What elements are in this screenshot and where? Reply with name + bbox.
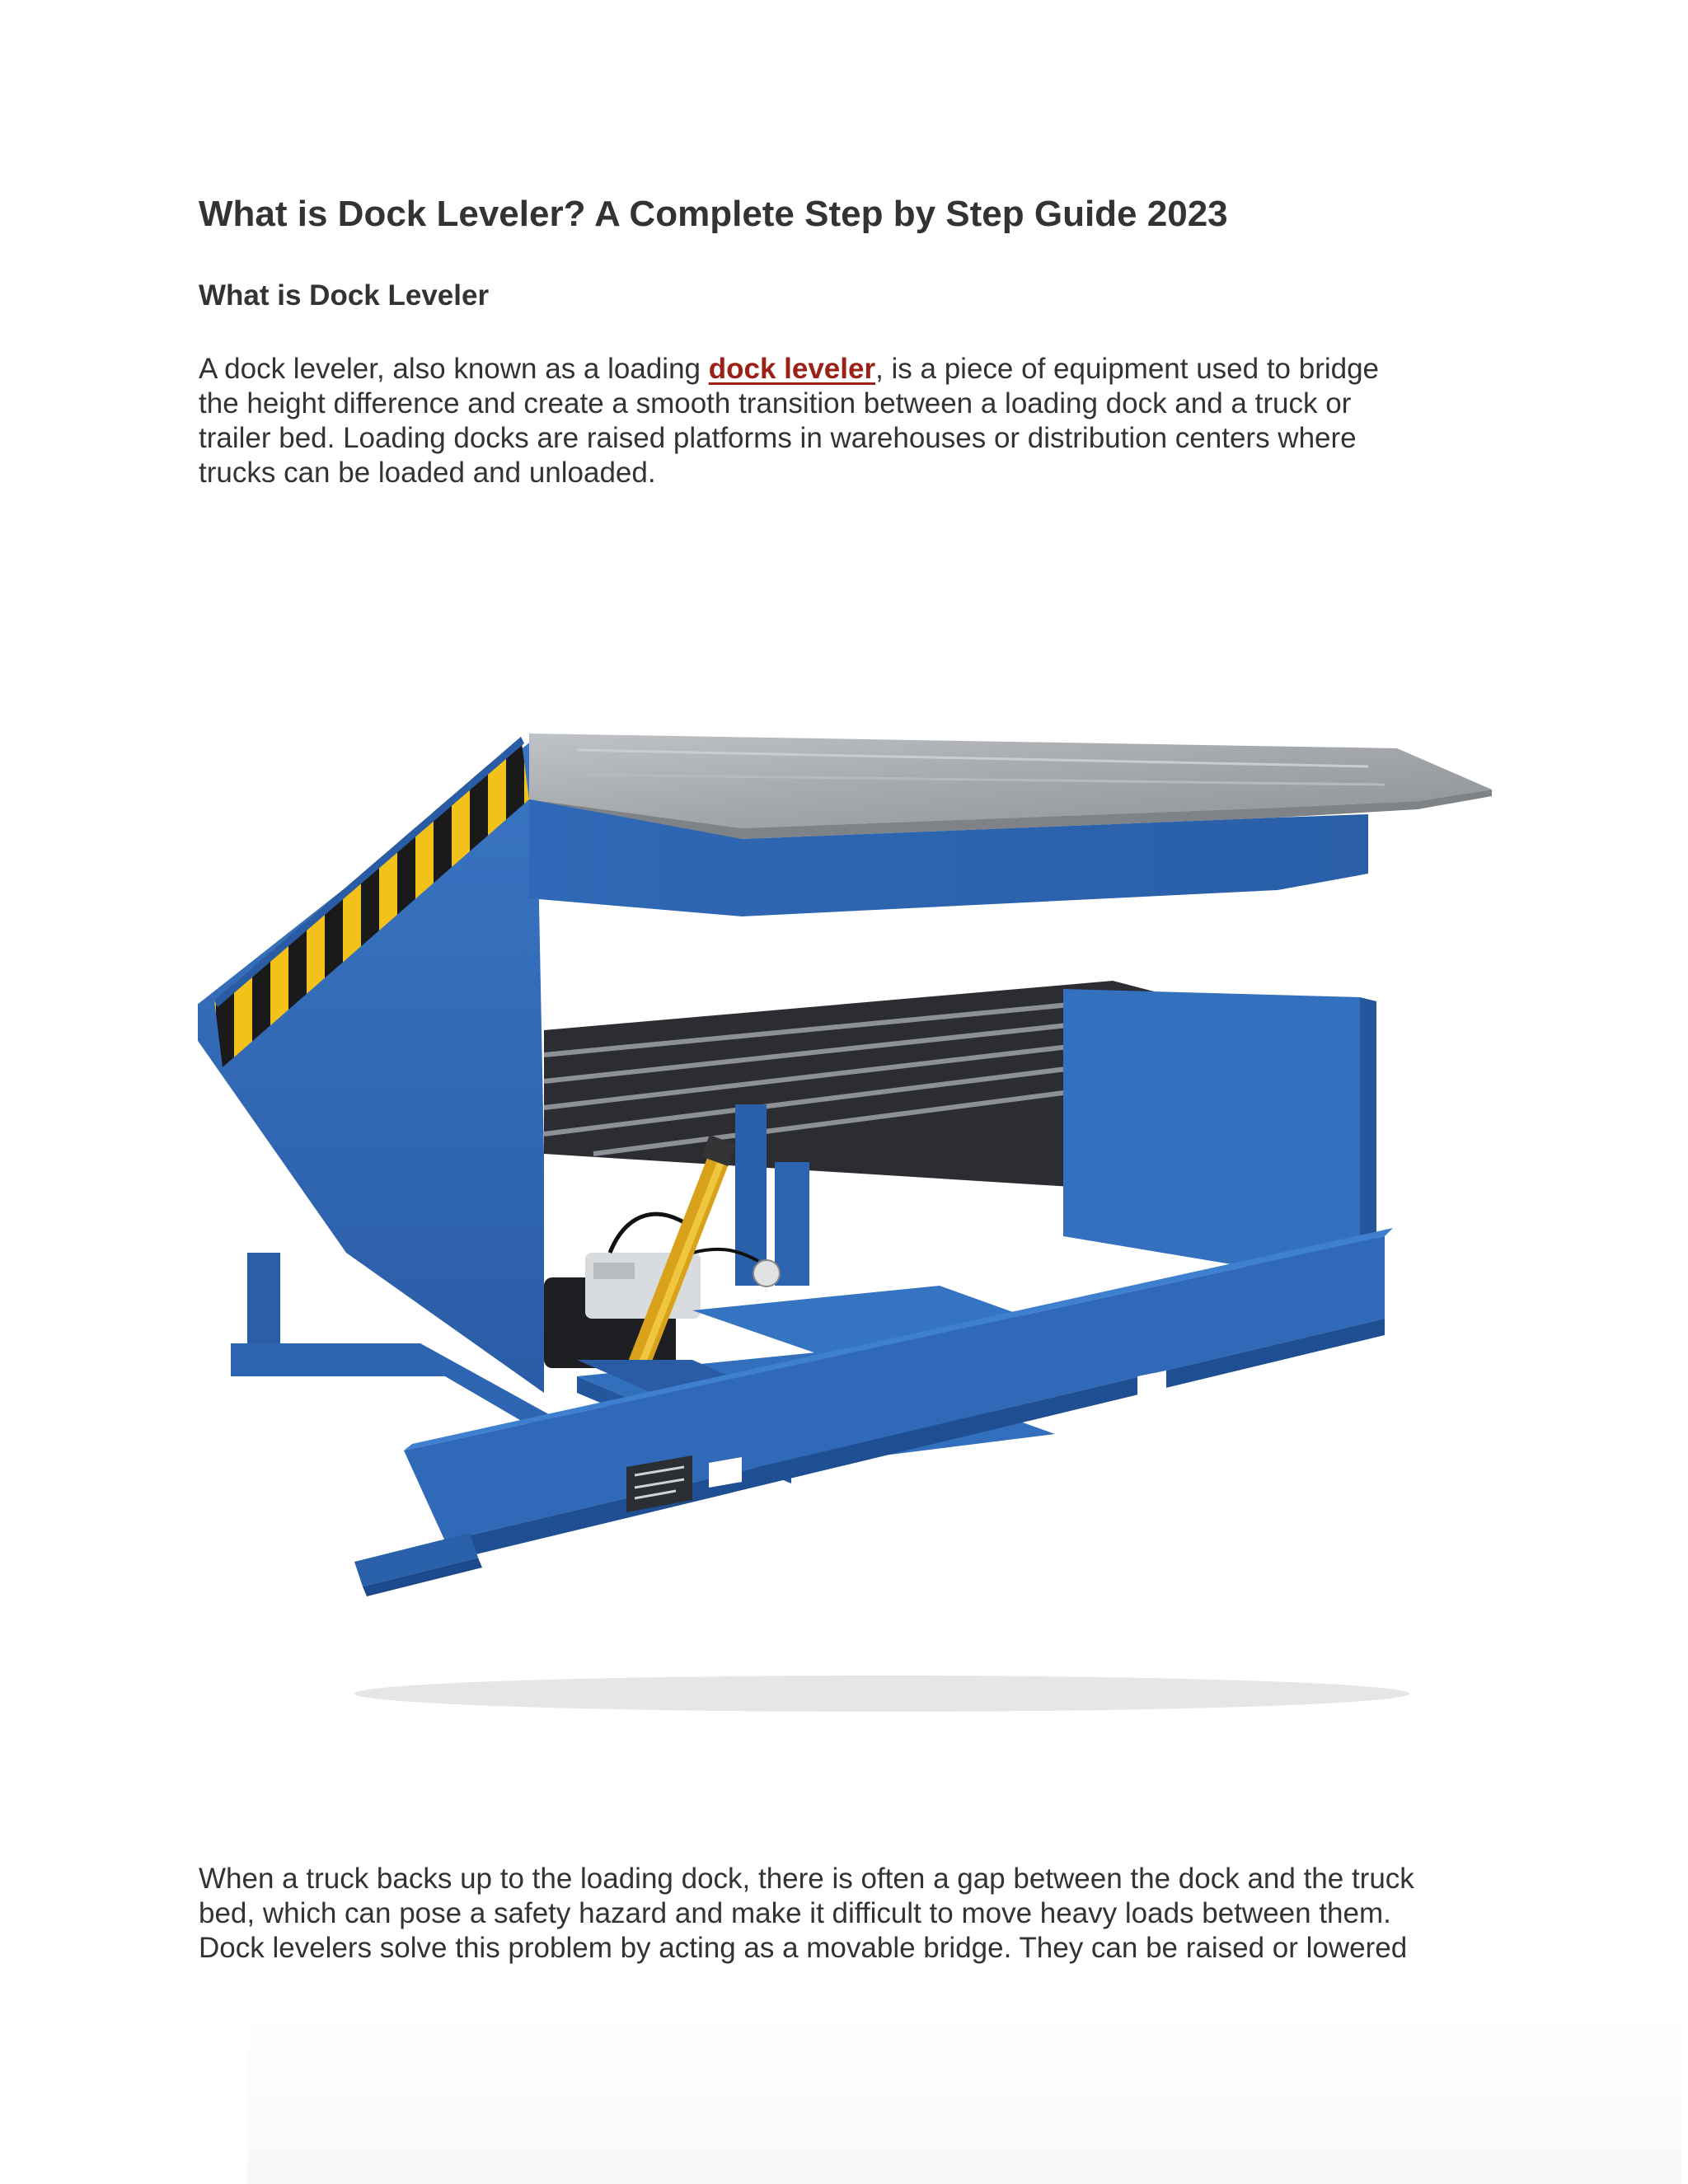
right-side-skirt: [1063, 989, 1360, 1286]
support-post: [775, 1162, 809, 1286]
intro-line-4: trucks can be loaded and unloaded.: [199, 457, 656, 489]
gap-paragraph: [199, 1862, 1414, 1966]
gap-line-3: Dock levelers solve this problem by acting as a movable bridge. They can be raised or lowered: [199, 1932, 1408, 1964]
intro-paragraph: [199, 352, 1379, 490]
intro-line-3: trailer bed. Loading docks are raised platforms in warehouses or distribution centers where: [199, 422, 1357, 454]
gap-line-1: When a truck backs up to the loading dock, there is often a gap between the dock and the truck: [199, 1863, 1414, 1895]
page-title: What is Dock Leveler? A Complete Step by Step Guide 2023: [199, 194, 1228, 234]
dock-leveler-link[interactable]: dock leveler: [708, 353, 876, 385]
section-heading: What is Dock Leveler: [199, 279, 490, 312]
ground-shadow: [354, 1675, 1409, 1712]
intro-line-1: [199, 352, 1379, 387]
intro-line-2: the height difference and create a smooth transition between a loading dock and a truck or: [199, 387, 1352, 419]
dock-leveler-illustration: [198, 527, 1508, 1722]
gap-line-2: bed, which can pose a safety hazard and make it difficult to move heavy loads between them.: [199, 1897, 1391, 1929]
dock-leveler-image: [198, 527, 1508, 1722]
intro-text-after-link: , is a piece of equipment used to bridge: [875, 353, 1380, 385]
page-bottom-haze: [247, 2011, 1681, 2184]
intro-text-before-link: A dock leveler, also known as a loading: [199, 353, 709, 385]
